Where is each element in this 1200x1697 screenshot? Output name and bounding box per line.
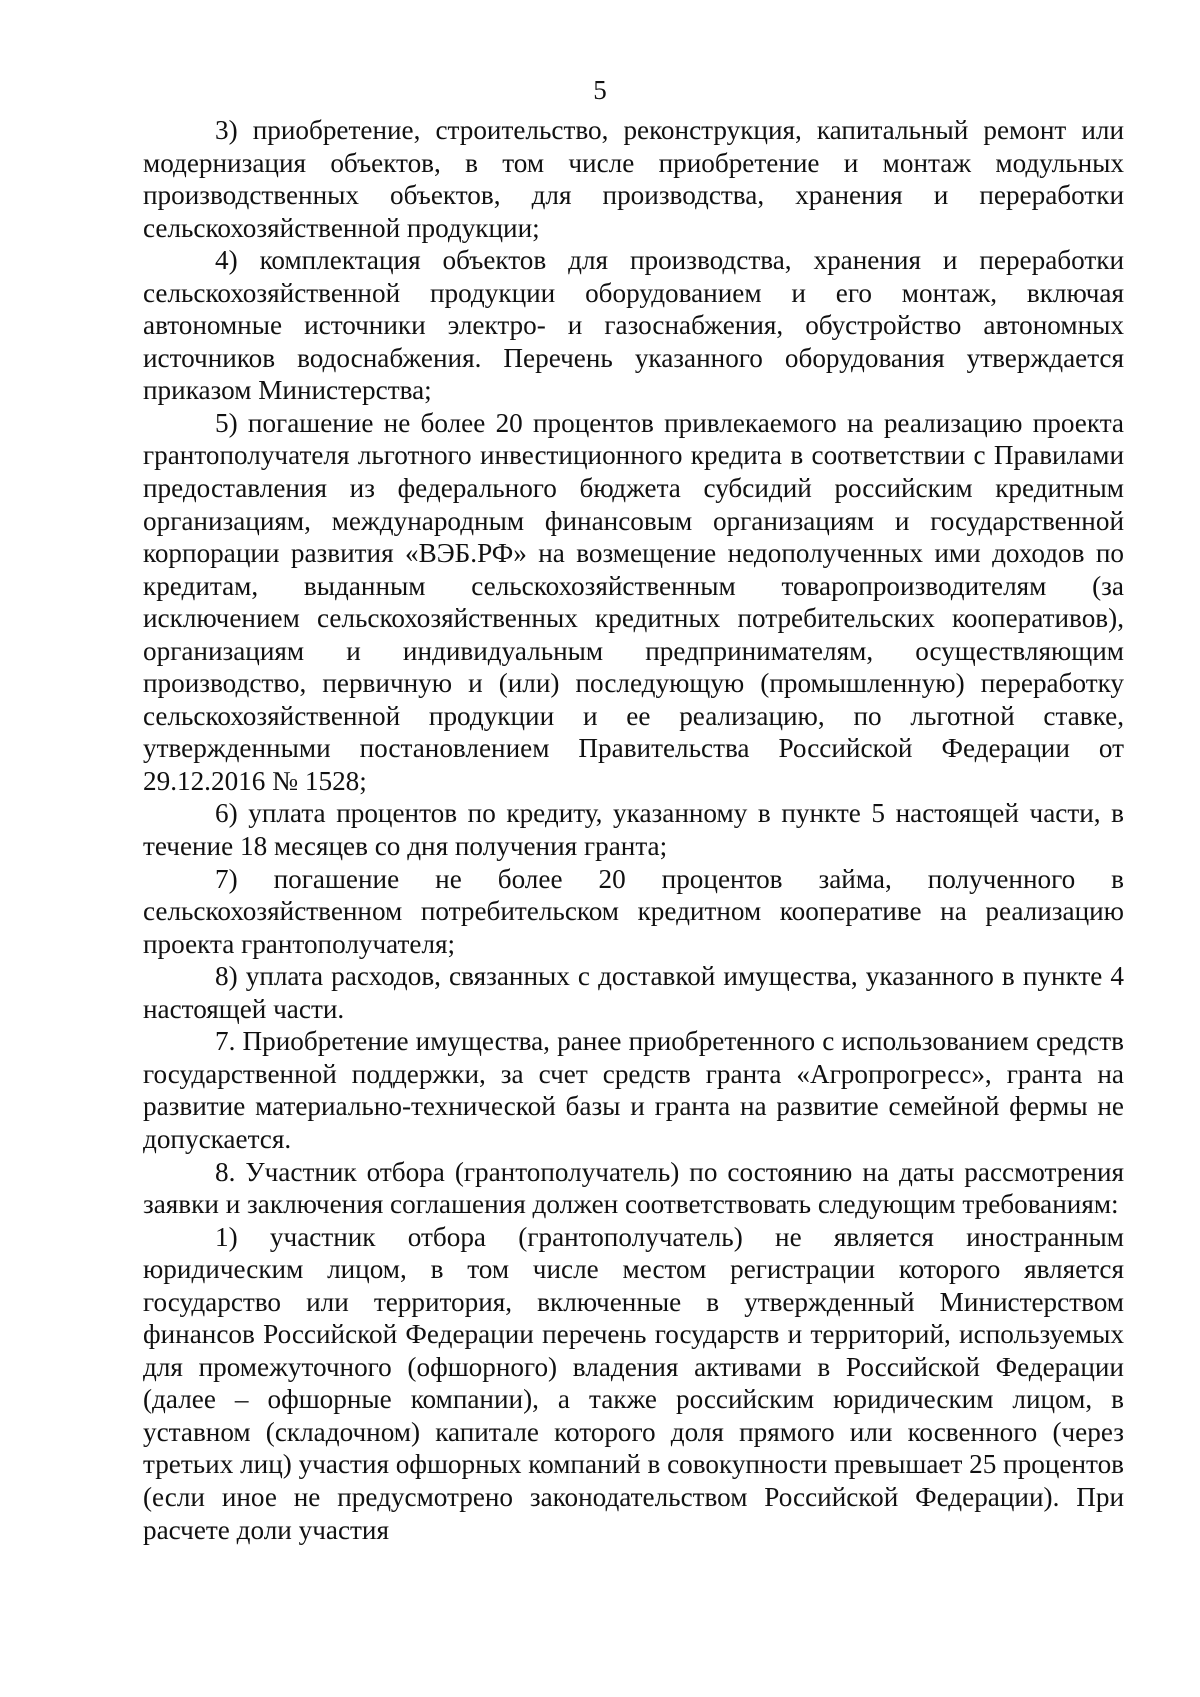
paragraph-section-8: 8. Участник отбора (грантополучатель) по состоянию на даты рассмотрения заявки и заключения соглашения должен соответствовать следующим требованиям: (143, 1156, 1124, 1220)
paragraph-item-8: 8) уплата расходов, связанных с доставкой имущества, указанного в пункте 4 настоящей части. (143, 961, 1124, 1024)
paragraph-item-3: 3) приобретение, строительство, реконструкция, капитальный ремонт или модернизация объектов, в том числе приобретение и монтаж модульных производственных объектов, для производства, хранения и переработки сельскохозяйственной продукции; (143, 115, 1124, 243)
paragraph-requirement-1: 1) участник отбора (грантополучатель) не является иностранным юридическим лицом, в том числе местом регистрации которого является государство или территория, включенные в утвержденный Министерством финансов Российской Федерации перечень государств и территорий, используемых для промежуточного (офшорного) владения активами в Российской Федерации (далее – офшорные компании), а также российским юридическим лицом, в уставном (складочном) капитале которого доля прямого или косвенного (через третьих лиц) участия офшорных компаний в совокупности превышает 25 процентов (если иное не предусмотрено законодательством Российской Федерации). При расчете доли участия (143, 1221, 1124, 1545)
document-body (143, 114, 1124, 1546)
paragraph-item-4: 4) комплектация объектов для производства, хранения и переработки сельскохозяйственной продукции оборудованием и его монтаж, включая автономные источники электро- и газоснабжения, обустройство автономных источников водоснабжения. Перечень указанного оборудования утверждается приказом Министерства; (143, 245, 1124, 406)
paragraph-section-7: 7. Приобретение имущества, ранее приобретенного с использованием средств государственной поддержки, за счет средств гранта «Агропрогресс», гранта на развитие материально-технической базы и гранта на развитие семейной фермы не допускается. (143, 1026, 1124, 1154)
paragraph-item-7: 7) погашение не более 20 процентов займа, полученного в сельскохозяйственном потребительском кредитном кооперативе на реализацию проекта грантополучателя; (143, 863, 1124, 959)
paragraph-item-5: 5) погашение не более 20 процентов привлекаемого на реализацию проекта грантополучателя льготного инвестиционного кредита в соответствии с Правилами предоставления из федерального бюджета субсидий российским кредитным организациям, международным финансовым организациям и государственной корпорации развития «ВЭБ.РФ» на возмещение недополученных ими доходов по кредитам, выданным сельскохозяйственным товаропроизводителям (за исключением сельскохозяйственных кредитных потребительских кооперативов), организациям и индивидуальным предпринимателям, осуществляющим производство, первичную и (или) последующую (промышленную) переработку сельскохозяйственной продукции и ее реализацию, по льготной ставке, утвержденными постановлением Правительства Российской Федерации от 29.12.2016 № 1528; (143, 407, 1124, 796)
page-number: 5 (593, 75, 607, 105)
paragraph-item-6: 6) уплата процентов по кредиту, указанному в пункте 5 настоящей части, в течение 18 месяцев со дня получения гранта; (143, 798, 1124, 862)
